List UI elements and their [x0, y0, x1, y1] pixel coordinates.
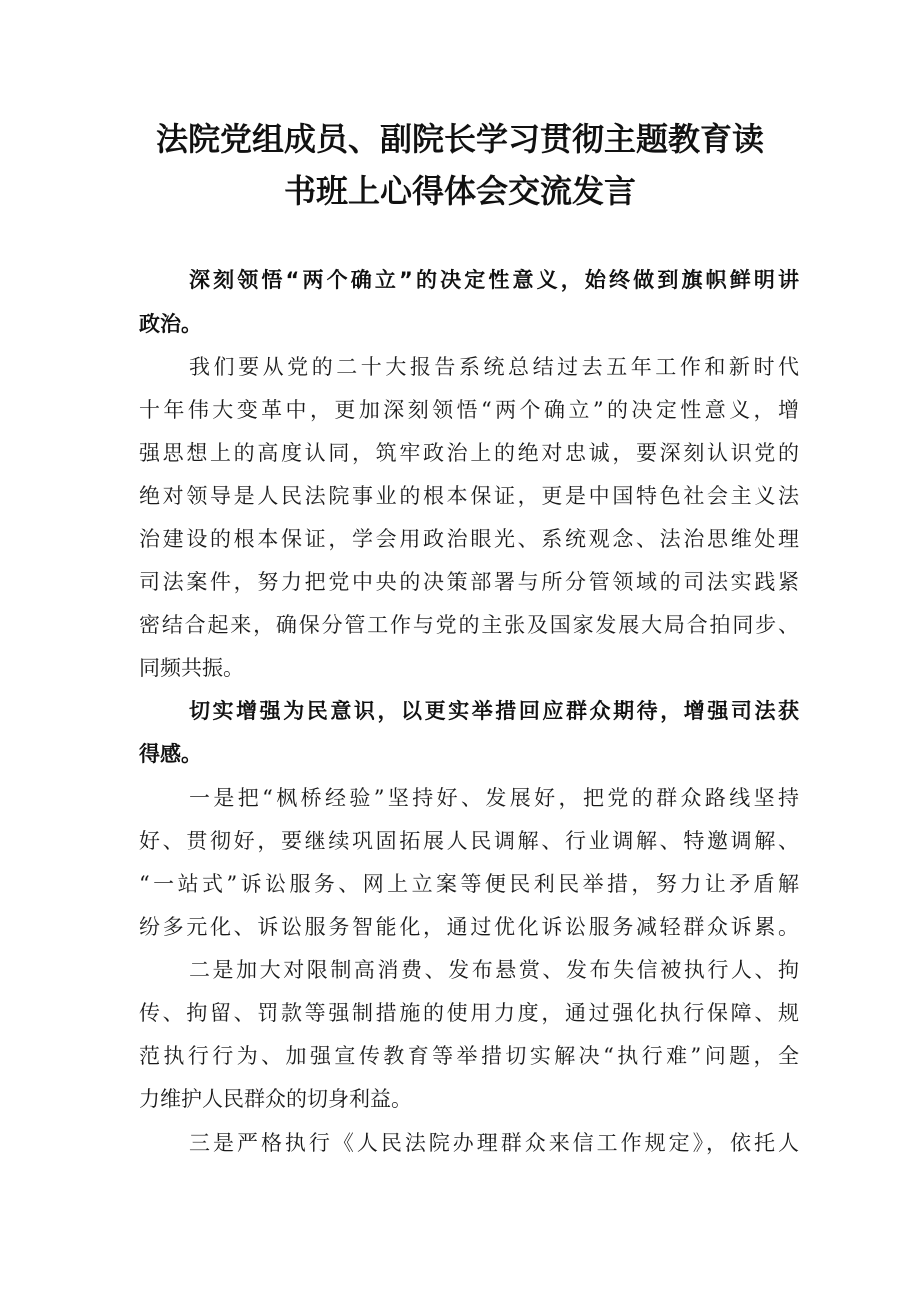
- heading-line: 深刻领悟“两个确立”的决定性意义，始终做到旗帜鲜明讲: [189, 268, 799, 292]
- heading-line: 政治。: [139, 312, 202, 336]
- body-line: 一是把“枫桥经验”坚持好、发展好，把党的群众路线坚持: [189, 786, 799, 810]
- body-line: 同频共振。: [139, 656, 244, 680]
- document-title-line-2: 书班上心得体会交流发言: [283, 172, 636, 210]
- document-title-line-1: 法院党组成员、副院长学习贯彻主题教育读: [155, 120, 764, 158]
- body-line: 纷多元化、诉讼服务智能化，通过优化诉讼服务减轻群众诉累。: [139, 915, 799, 939]
- body-line: 力维护人民群众的切身利益。: [139, 1087, 412, 1111]
- body-line: 司法案件，努力把党中央的决策部署与所分管领域的司法实践紧: [139, 570, 799, 594]
- body-line: “一站式”诉讼服务、网上立案等便民利民举措，努力让矛盾解: [139, 872, 799, 896]
- body-line: 我们要从党的二十大报告系统总结过去五年工作和新时代: [189, 355, 799, 379]
- body-line: 二是加大对限制高消费、发布悬赏、发布失信被执行人、拘: [189, 958, 799, 982]
- body-line: 范执行行为、加强宣传教育等举措切实解决“执行难”问题，全: [139, 1044, 799, 1068]
- body-line: 十年伟大变革中，更加深刻领悟“两个确立”的决定性意义，增: [139, 398, 799, 422]
- body-line: 三是严格执行《人民法院办理群众来信工作规定》，依托人: [189, 1131, 799, 1155]
- body-line: 传、拘留、罚款等强制措施的使用力度，通过强化执行保障、规: [139, 1001, 799, 1025]
- body-line: 密结合起来，确保分管工作与党的主张及国家发展大局合拍同步、: [139, 613, 799, 637]
- body-line: 强思想上的高度认同，筑牢政治上的绝对忠诚，要深刻认识党的: [139, 441, 799, 465]
- body-line: 好、贯彻好，要继续巩固拓展人民调解、行业调解、特邀调解、: [139, 829, 799, 853]
- heading-line: 切实增强为民意识，以更实举措回应群众期待，增强司法获: [189, 699, 799, 723]
- body-line: 治建设的根本保证，学会用政治眼光、系统观念、法治思维处理: [139, 527, 799, 551]
- body-line: 绝对领导是人民法院事业的根本保证，更是中国特色社会主义法: [139, 484, 799, 508]
- heading-line: 得感。: [139, 742, 202, 766]
